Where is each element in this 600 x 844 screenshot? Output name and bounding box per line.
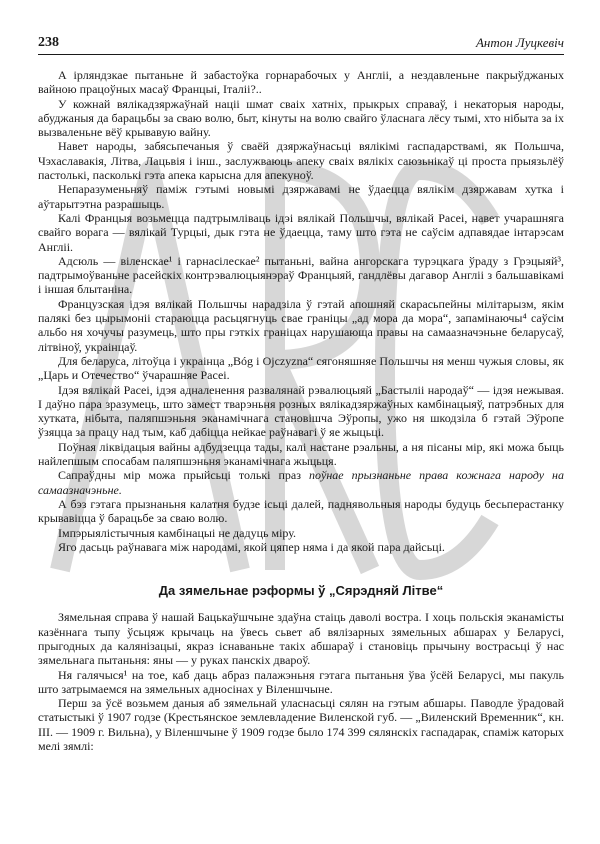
- paragraph-with-italic: Сапраўдны мір можа прыйсьці толькі праз пoўнае прызнаньне права кожнага народу на самаазначэньне.: [38, 468, 565, 497]
- paragraph: Імпэрыялістычныя камбінацыі не дадуць міру.: [58, 525, 297, 540]
- paragraph: Калі Францыя возьмецца падтрымліваць ідэі вялікай Польшчы, вялікай Расеі, навет учарашняга свайго ворага — вялікай Турцыі, дык гэта не ўдаецца, таму што гэта не саўсім адпавядае інтарэсам Англіі.: [38, 210, 564, 254]
- paragraph: Яго дасьць раўнавага між народамі, якой цяпер няма і да якой пара дайсьці.: [58, 539, 445, 554]
- paragraph: Адсюль — віленскае¹ і гарнасілескае² пытаньні, вайна ангорскага турэцкага ўраду з Грэцыяй³, падтрымоўваньне расейскіх контрэвалюцыянэраў Францыяй, гандлёвы дагавор Англіі з бальшавікамі і іншая блытаніна.: [38, 253, 564, 297]
- paragraph: Непаразуменьняў паміж гэтымі новымі дзяржавамі не ўдаецца вялікім дзяржавам хутка і аўтарытэтна разрашыць.: [38, 182, 564, 211]
- paragraph: Поўная ліквідацыя вайны адбудзецца тады, калі настане рэальны, а ня пісаны мір, які можа быць найлепшым спосабам паляпшэньня эканамічнага жыцьця.: [38, 439, 564, 469]
- page-body: [38, 68, 564, 753]
- paragraph: Ня галячыся¹ на тое, каб даць абраз палажэньня гэтага пытаньня ўва ўсёй Беларусі, мы пакуль што затрымаемся на зямельных адносінах у Віленшчыне.: [38, 667, 564, 696]
- paragraph: А бэз гэтага прызнаньня калатня будзе ісьці далей, паднявольныя народы будуць бесьперастанку крывавіцца ў барацьбе за сваю волю.: [38, 496, 564, 526]
- paragraph: Зямельная справа ў нашай Бацькаўшчыне здаўна стаіць даволі востра. І хоць польскія эканамісты казённага тыпу ўсьцяж крычаць на ўвесь сьвет аб вялізарных зямельных абшарах у Беларусі, прыгодных да калянізацыі, якраз існаваньне такіх абшараў і становіць прычыну вострасьці ў нас зямельнага пытаньня: яны — у руках панскіх двароў.: [38, 610, 564, 668]
- italic-emphasis: пoўнае прызнаньне права кожнага народу на самаазначэньне.: [38, 468, 565, 497]
- paragraph: А ірляндзкае пытаньне й забастоўка горнарабочых у Англіі, а нездавленьне пакрыўджаных вайною працоўных масаў Францыі, Італіі?..: [38, 68, 564, 97]
- page-number: 238: [38, 35, 59, 50]
- paragraph: Перш за ўсё возьмем даныя аб зямельнай уласнасьці сялян на гэтым абшары. Паводле ўрадовай статыстыкі ў 1907 годзе (Крестьянское землевладение Виленской губ. — „Виленский Временник“, кн. III. — 1909 г. Вильна), у Віленшчыне ў 1909 годзе было 174 399 сялянскіх гаспадарак, спаміж каторых мелі зямлі:: [38, 696, 564, 754]
- page-header: [38, 34, 564, 55]
- paragraph: Для беларуса, літоўца і украінца „Bóg i Ojczyzna“ сягоняшняе Польшчы ня менш чужыя словы, як „Царь и Отечество“ ўчарашняе Расеі.: [38, 353, 564, 383]
- running-head: Антон Луцкевіч: [475, 35, 564, 50]
- paragraph: Французская ідэя вялікай Польшчы нарадзіла ў гэтай апошняй скарасьпейны мілітарызм, якім палякі без цырымоніі стараюцца расьцягнуць свае граніцы „ад мора да мора“, запамінаючы⁴ саўсім альбо ня хочучы разумець, што пры гэткіх граніцах нарушающа правы на самаазначэньне беларусаў, літвіноў, украінцаў.: [38, 296, 564, 354]
- section-title: Да зямельнае рэформы ў „Сярэдняй Літве“: [158, 583, 444, 599]
- paragraph: У кожнай вялікадзяржаўнай націі шмат сваіх хатніх, прыкрых справаў, і некаторыя народы, абуджаныя да барацьбы за сваю волю, быт, кінуты на волю свайго ўласнага лёсу тымі, хто нібыта за іх вызваленьне вёў крывавую вайну.: [38, 96, 564, 140]
- paragraph: Навет народы, забясьпечаныя ў сваёй дзяржаўнасьці вялікімі гаспадарствамі, як Польшча, Чэхаславакія, Літва, Лацьвія і інш., заслужваюць апеку сваіх вялікіх саюзьнікаў ці проста прыязьлёў пастолькі, пасколькі гэта апека карысна для апекуноў.: [38, 139, 564, 183]
- paragraph: Ідэя вялікай Расеі, ідэя адналенення развалянай рэвалюцыяй „Бастыліі народаў“ — ідэя нежывая. І даўно пара зразумець, што замест тварэньня розных вялікадзяржаўных камбінацыяў, патрэбных для хутката, нібыта, паляпшэньня эканамічнага становішча Эўропы, ужо ня шкодзіла б гэтай Эўропе ўзяцца за працу над тым, каб дабіцца нейкае раўнавагі ў яе жыцьці.: [38, 382, 564, 440]
